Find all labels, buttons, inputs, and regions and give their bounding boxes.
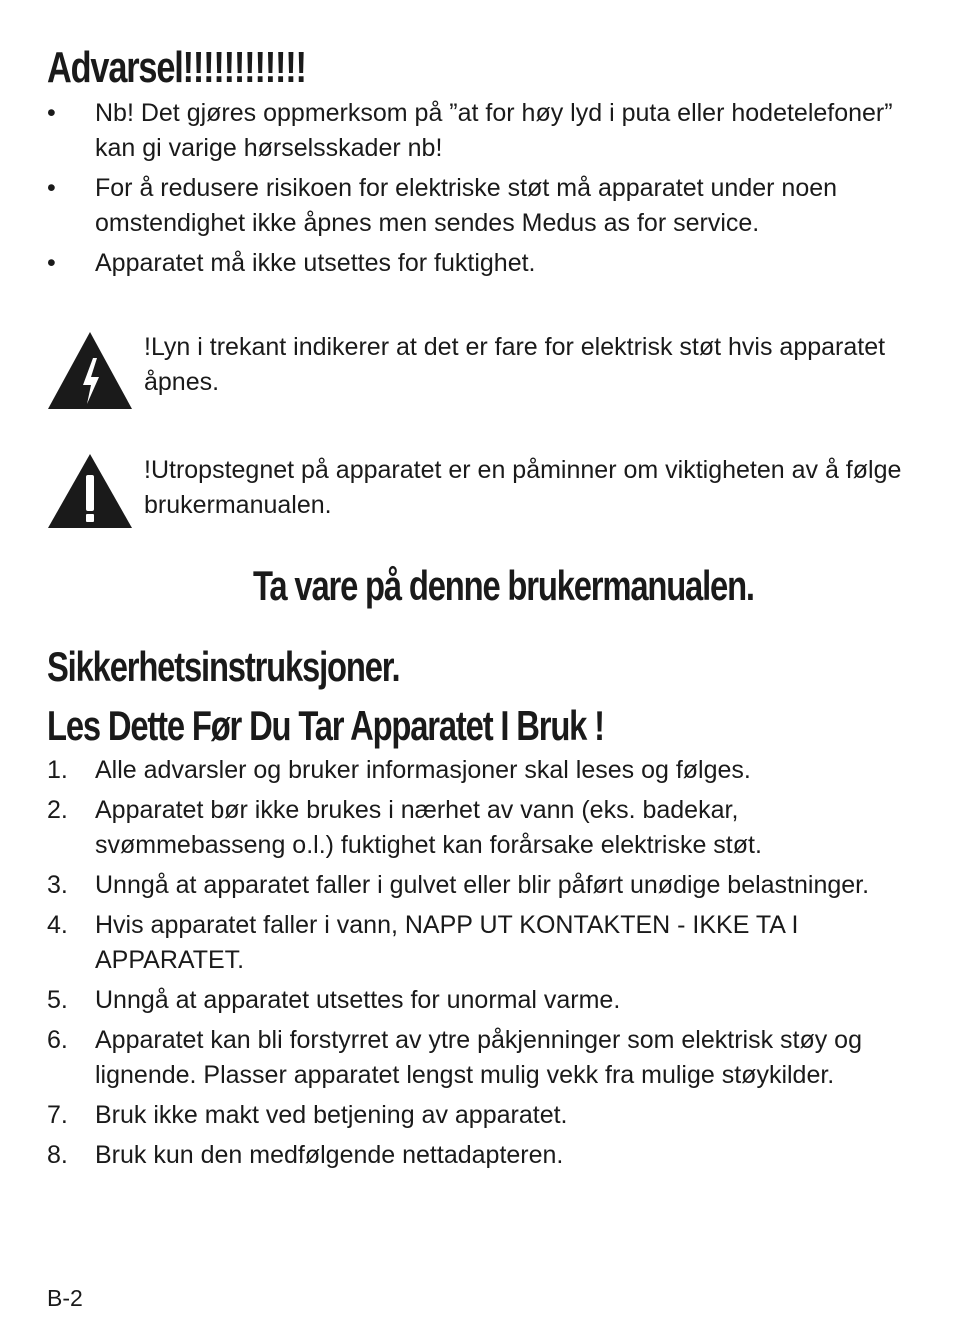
exclamation-warning	[47, 453, 917, 529]
safety-heading: Sikkerhetsinstruksjoner.	[47, 643, 400, 690]
list-item	[47, 1138, 917, 1173]
item-text: Unngå at apparatet faller i gulvet eller blir påført unødige belastninger.	[95, 871, 870, 899]
item-number: 1.	[47, 756, 68, 784]
item-text: Hvis apparatet faller i vann, NAPP UT KONTAKTEN - IKKE TA I APPARATET.	[95, 911, 799, 974]
bullet-text: Apparatet må ikke utsettes for fuktighet.	[95, 249, 536, 277]
list-item	[47, 96, 917, 166]
list-item	[47, 1023, 917, 1093]
list-item	[47, 908, 917, 978]
list-item	[47, 868, 917, 903]
instruction-list	[47, 753, 917, 1178]
item-number: 2.	[47, 796, 68, 824]
bullet-text: Nb! Det gjøres oppmerksom på ”at for høy lyd i puta eller hodetelefoner” kan gi varige hørselsskader nb!	[95, 99, 893, 162]
warning-text: !Lyn i trekant indikerer at det er fare for elektrisk støt hvis apparatet åpnes.	[144, 333, 886, 396]
list-item	[47, 983, 917, 1018]
item-text: Alle advarsler og bruker informasjoner skal leses og følges.	[95, 756, 751, 784]
warning-text: !Utropstegnet på apparatet er en påminner om viktigheten av å følge brukermanualen.	[144, 456, 902, 519]
item-text: Apparatet kan bli forstyrret av ytre påkjenninger som elektrisk støy og lignende. Plasser apparatet lengst mulig vekk fra mulige støykilder.	[95, 1026, 862, 1089]
list-item	[47, 171, 917, 241]
page-title: Advarsel!!!!!!!!!!!!	[47, 43, 306, 92]
item-text: Apparatet bør ikke brukes i nærhet av vann (eks. badekar, svømmebasseng o.l.) fuktighet kan forårsake elektriske støt.	[95, 796, 762, 859]
exclamation-triangle-icon	[47, 453, 133, 529]
item-number: 8.	[47, 1141, 68, 1169]
bullet-mark: •	[47, 99, 56, 127]
list-item	[47, 793, 917, 863]
page-number: B-2	[47, 1285, 83, 1311]
item-number: 4.	[47, 911, 68, 939]
keep-manual-heading: Ta vare på denne brukermanualen.	[253, 562, 754, 609]
item-text: Bruk ikke makt ved betjening av apparatet.	[95, 1101, 568, 1129]
item-text: Unngå at apparatet utsettes for unormal varme.	[95, 986, 621, 1014]
lightning-triangle-icon	[47, 330, 133, 410]
item-number: 6.	[47, 1026, 68, 1054]
lightning-warning	[47, 330, 917, 410]
bullet-mark: •	[47, 249, 56, 277]
item-number: 7.	[47, 1101, 68, 1129]
item-number: 5.	[47, 986, 68, 1014]
read-before-use-heading: Les Dette Før Du Tar Apparatet I Bruk !	[47, 702, 604, 749]
list-item	[47, 1098, 917, 1133]
warning-bullet-list	[47, 96, 917, 286]
item-text: Bruk kun den medfølgende nettadapteren.	[95, 1141, 564, 1169]
item-number: 3.	[47, 871, 68, 899]
bullet-mark: •	[47, 174, 56, 202]
list-item	[47, 753, 917, 788]
list-item	[47, 246, 917, 281]
bullet-text: For å redusere risikoen for elektriske støt må apparatet under noen omstendighet ikke åpnes men sendes Medus as for service.	[95, 174, 838, 237]
